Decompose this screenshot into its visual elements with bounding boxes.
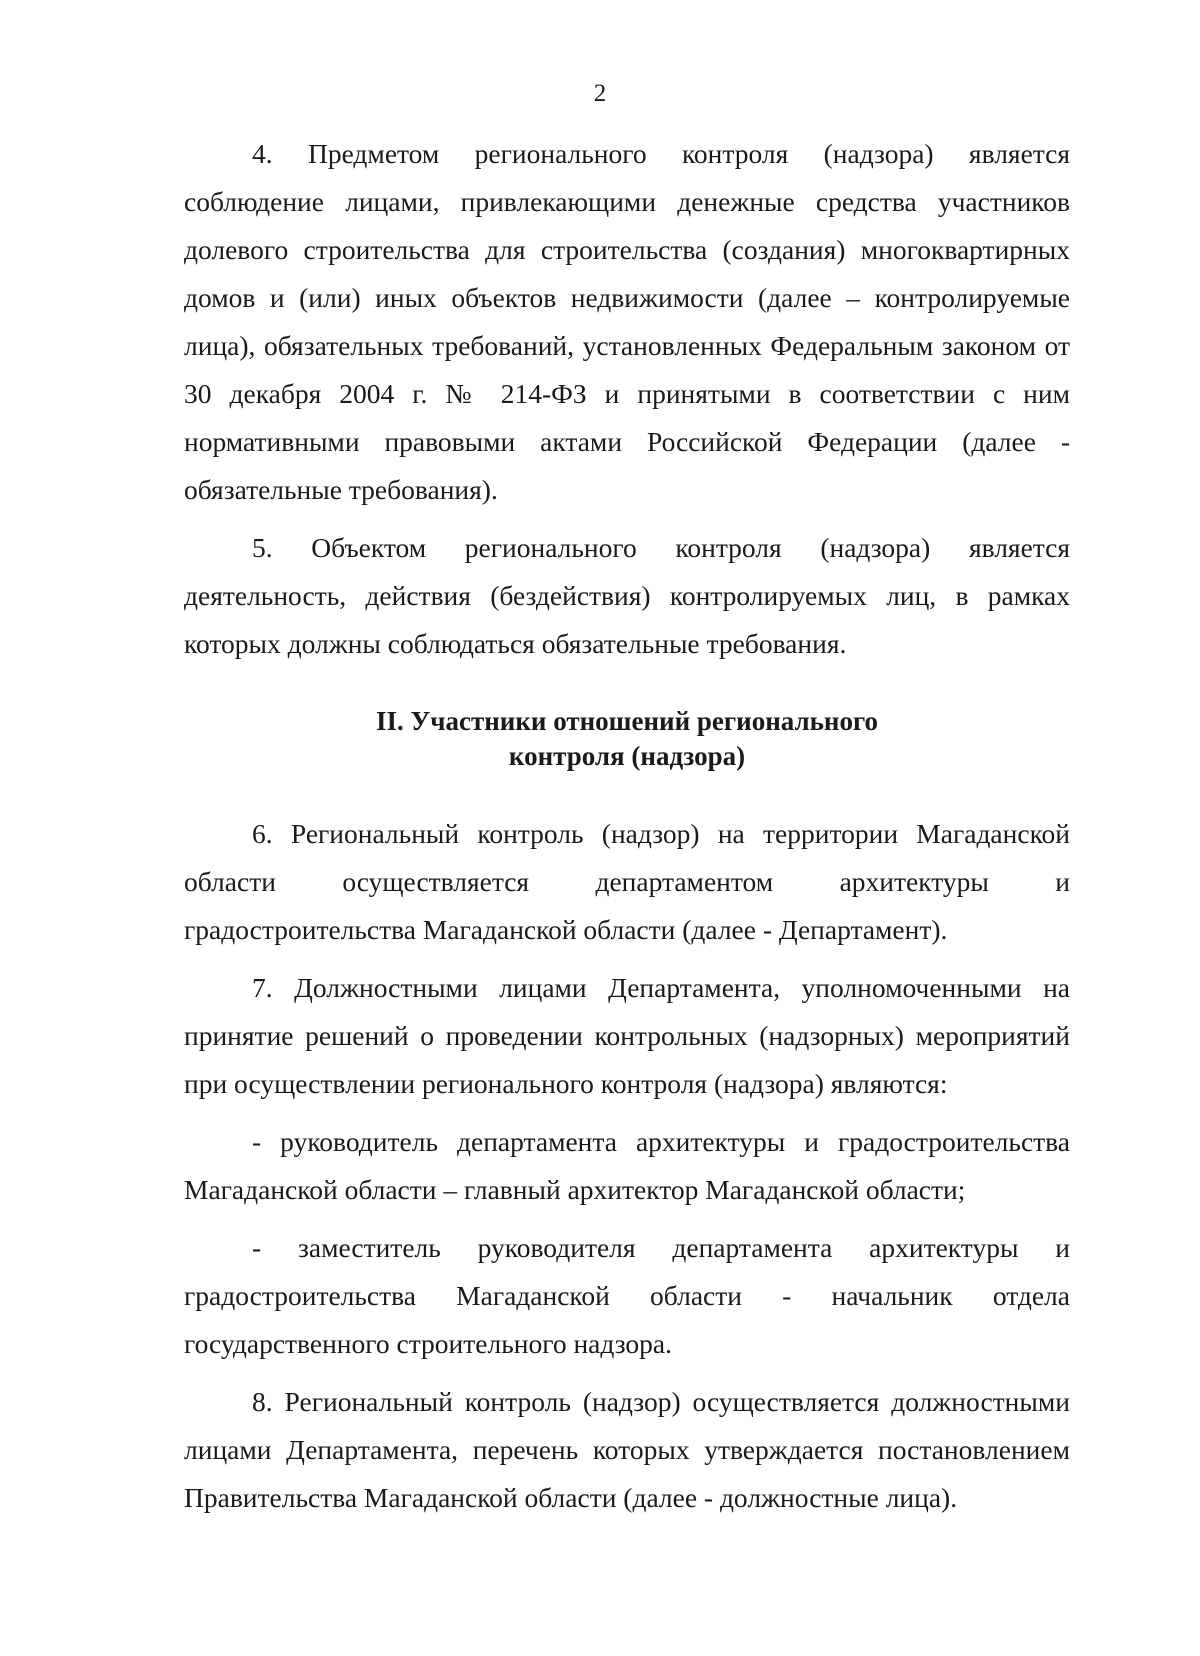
list-item-head: - руководитель департамента архитектуры и градостроительства Магаданской области – главный архитектор Магаданской области; [184,1126,1070,1205]
document-body [184,130,1070,1522]
page-number: 2 [593,80,607,107]
paragraph-5: 5. Объектом регионального контроля (надзора) является деятельность, действия (бездействия) контролируемых лиц, в рамках которых должны соблюдаться обязательные требования. [184,532,1070,659]
paragraph-4: 4. Предметом регионального контроля (надзора) является соблюдение лицами, привлекающими денежные средства участников долевого строительства для строительства (создания) многоквартирных домов и (или) иных объектов недвижимости (далее – контролируемые лица), обязательных требований, установленных Федеральным законом от 30 декабря 2004 г. № 214-ФЗ и принятыми в соответствии с ним нормативными правовыми актами Российской Федерации (далее - обязательные требования). [184,138,1070,505]
section-heading-line2: контроля (надзора) [508,741,746,771]
paragraph-7: 7. Должностными лицами Департамента, уполномоченными на принятие решений о проведении контрольных (надзорных) мероприятий при осуществлении регионального контроля (надзора) являются: [184,972,1070,1099]
paragraph-8: 8. Региональный контроль (надзор) осуществляется должностными лицами Департамента, перечень которых утверждается постановлением Правительства Магаданской области (далее - должностные лица). [184,1386,1070,1513]
paragraph-6: 6. Региональный контроль (надзор) на территории Магаданской области осуществляется департаментом архитектуры и градостроительства Магаданской области (далее - Департамент). [184,818,1070,945]
section-heading-line1: II. Участники отношений регионального [375,706,879,736]
section-heading [184,704,1070,774]
list-item-deputy: - заместитель руководителя департамента архитектуры и градостроительства Магаданской области - начальник отдела государственного строительного надзора. [184,1232,1070,1359]
